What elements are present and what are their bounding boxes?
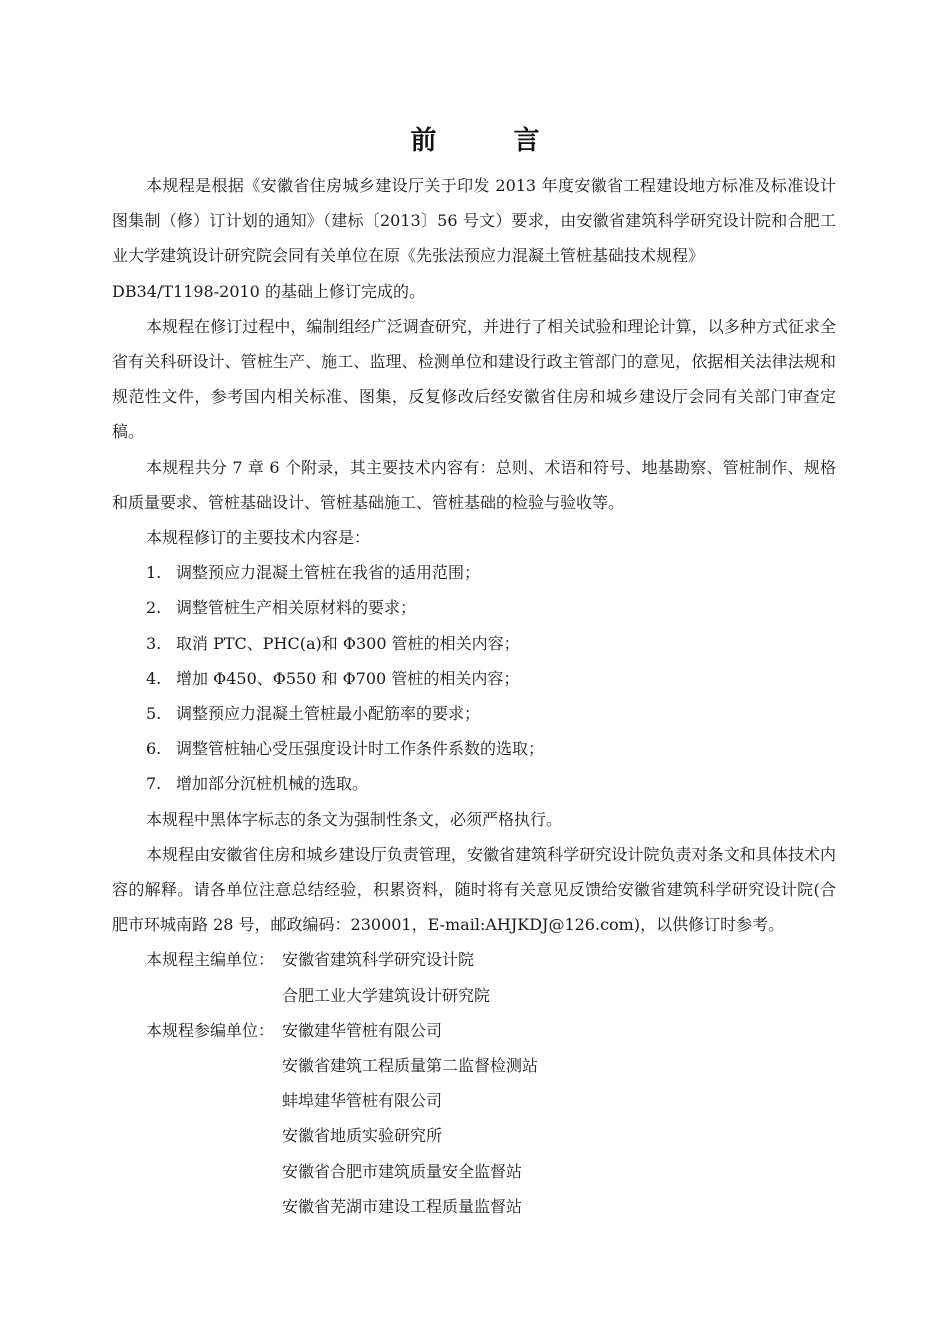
list-item-number: 5. bbox=[146, 704, 162, 724]
main-revisions-intro: 本规程修订的主要技术内容是： bbox=[146, 528, 371, 548]
list-item-text: 取消 PTC、PHC(a)和 Φ300 管桩的相关内容； bbox=[176, 633, 520, 653]
page-title: 前 言 bbox=[410, 126, 574, 156]
revision-process-paragraph: 本规程在修订过程中，编制组经广泛调查研究，并进行了相关试验和理论计算，以多种方式征求全省有关科研设计、管桩生产、施工、监理、检测单位和建设行政主管部门的意见，依据相关法律法规和规范性文件，参考国内相关标准、图集，反复修改后经安徽省住房和城乡建设厅会同有关部门审查定稿。 bbox=[112, 316, 836, 442]
org-name: 蚌埠建华管桩有限公司 bbox=[282, 1091, 443, 1111]
participating-units bbox=[112, 1013, 836, 1224]
org-row bbox=[112, 1013, 836, 1048]
contents-paragraph: 本规程共分 7 章 6 个附录，其主要技术内容有：总则、术语和符号、地基勘察、管桩制作、规格和质量要求、管桩基础设计、管桩基础施工、管桩基础的检验与验收等。 bbox=[112, 457, 836, 512]
chief-units bbox=[112, 942, 836, 1012]
list-item-text: 调整预应力混凝土管桩在我省的适用范围； bbox=[176, 563, 481, 583]
intro-text-cont: DB34/T1198-2010 的基础上修订完成的。 bbox=[112, 281, 425, 301]
org-row bbox=[112, 1118, 836, 1153]
list-item-number: 7. bbox=[146, 774, 162, 794]
list-item bbox=[112, 731, 836, 766]
intro-paragraph bbox=[112, 168, 836, 309]
org-name: 合肥工业大学建筑设计研究院 bbox=[282, 985, 491, 1005]
org-row bbox=[112, 1048, 836, 1083]
org-name: 安徽省建筑工程质量第二监督检测站 bbox=[282, 1056, 539, 1076]
participating-units-label: 本规程参编单位： bbox=[146, 1020, 275, 1040]
org-row bbox=[112, 1154, 836, 1189]
org-row bbox=[112, 1083, 836, 1118]
intro-text: 本规程是根据《安徽省住房城乡建设厅关于印发 2013 年度安徽省工程建设地方标准及标准设计图集制（修）订计划的通知》（建标〔2013〕56 号文）要求，由安徽省建筑科学研究设计院和合肥工业大学建筑设计研究院会同有关单位在原《先张法预应力混凝土管桩基础技术规程》 bbox=[112, 176, 836, 266]
list-item-text: 增加部分沉桩机械的选取。 bbox=[176, 774, 369, 794]
org-name: 安徽省地质实验研究所 bbox=[282, 1126, 443, 1146]
org-row bbox=[112, 1189, 836, 1224]
list-item-number: 6. bbox=[146, 739, 162, 759]
list-item-number: 4. bbox=[146, 668, 162, 688]
revision-list bbox=[112, 555, 836, 801]
list-item-text: 调整管桩生产相关原材料的要求； bbox=[176, 598, 417, 618]
org-row bbox=[112, 942, 836, 977]
list-item-number: 1. bbox=[146, 563, 162, 583]
org-row bbox=[112, 978, 836, 1013]
list-item bbox=[112, 766, 836, 801]
management-paragraph: 本规程由安徽省住房和城乡建设厅负责管理，安徽省建筑科学研究设计院负责对条文和具体技术内容的解释。请各单位注意总结经验，积累资料，随时将有关意见反馈给安徽省建筑科学研究设计院(合肥市环城南路 28 号，邮政编码：230001，E-mail:AHJKDJ@126.com)，以供修订时参考。 bbox=[112, 844, 836, 935]
list-item bbox=[112, 661, 836, 696]
list-item-number: 2. bbox=[146, 598, 162, 618]
list-item-text: 调整管桩轴心受压强度设计时工作条件系数的选取； bbox=[176, 739, 545, 759]
list-item bbox=[112, 590, 836, 625]
document-body bbox=[112, 168, 836, 1224]
chief-units-label: 本规程主编单位： bbox=[146, 950, 275, 970]
list-item-number: 3. bbox=[146, 633, 162, 653]
list-item bbox=[112, 555, 836, 590]
list-item bbox=[112, 626, 836, 661]
mandatory-note: 本规程中黑体字标志的条文为强制性条文，必须严格执行。 bbox=[146, 809, 563, 829]
org-name: 安徽省建筑科学研究设计院 bbox=[282, 950, 475, 970]
org-name: 安徽省芜湖市建设工程质量监督站 bbox=[282, 1196, 523, 1216]
org-name: 安徽省合肥市建筑质量安全监督站 bbox=[282, 1161, 523, 1181]
list-item-text: 调整预应力混凝土管桩最小配筋率的要求； bbox=[176, 704, 481, 724]
list-item-text: 增加 Φ450、Φ550 和 Φ700 管桩的相关内容； bbox=[176, 668, 520, 688]
list-item bbox=[112, 696, 836, 731]
org-name: 安徽建华管桩有限公司 bbox=[282, 1020, 443, 1040]
